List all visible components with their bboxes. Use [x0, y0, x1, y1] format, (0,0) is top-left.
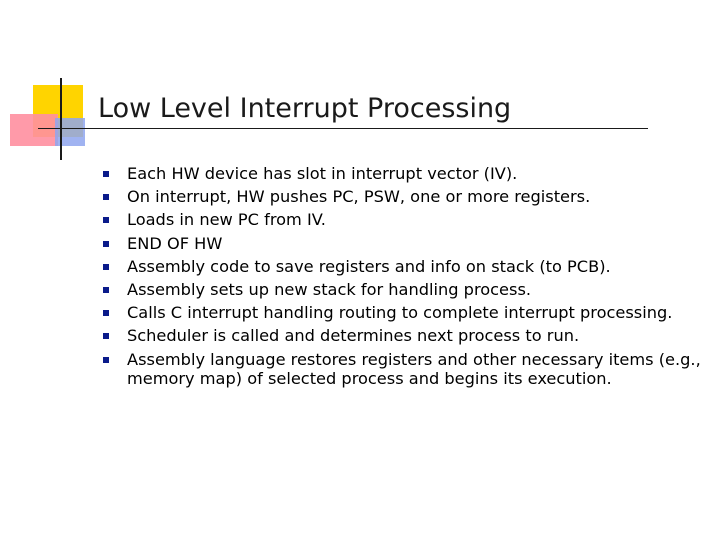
title-underline — [38, 128, 648, 129]
bullet-text: Loads in new PC from IV. — [127, 210, 326, 230]
slide-title: Low Level Interrupt Processing — [98, 93, 512, 124]
bullet-square-icon — [103, 264, 109, 270]
bullet-text: Calls C interrupt handling routing to complete interrupt processing. — [127, 303, 673, 323]
bullet-square-icon — [103, 333, 109, 339]
bullet-item — [93, 303, 703, 322]
bullet-item — [93, 257, 703, 276]
bullet-square-icon — [103, 171, 109, 177]
bullet-square-icon — [103, 310, 109, 316]
bullet-item — [93, 350, 703, 388]
bullet-square-icon — [103, 287, 109, 293]
bullet-text: Assembly code to save registers and info on stack (to PCB). — [127, 256, 611, 276]
bullet-square-icon — [103, 217, 109, 223]
bullet-text: Assembly sets up new stack for handling process. — [127, 280, 532, 300]
bullet-text: Scheduler is called and determines next process to run. — [127, 326, 580, 346]
bullet-text: Each HW device has slot in interrupt vector (IV). — [127, 164, 518, 183]
bullet-square-icon — [103, 357, 109, 363]
bullet-item — [93, 164, 703, 183]
bullet-text: END OF HW — [127, 233, 223, 253]
bullet-text: Assembly language restores registers and other necessary items (e.g., memory map) of selected process and begins its execution. — [127, 349, 701, 388]
bullet-item — [93, 326, 703, 345]
bullet-square-icon — [103, 241, 109, 247]
bullet-item — [93, 234, 703, 253]
title-ornament-vertical-line — [60, 78, 62, 160]
bullet-square-icon — [103, 194, 109, 200]
bullet-item — [93, 187, 703, 206]
bullet-item — [93, 210, 703, 229]
title-ornament-pink-square — [10, 114, 58, 146]
bullet-text: On interrupt, HW pushes PC, PSW, one or more registers. — [127, 187, 591, 207]
bullet-list — [93, 164, 703, 392]
bullet-item — [93, 280, 703, 299]
